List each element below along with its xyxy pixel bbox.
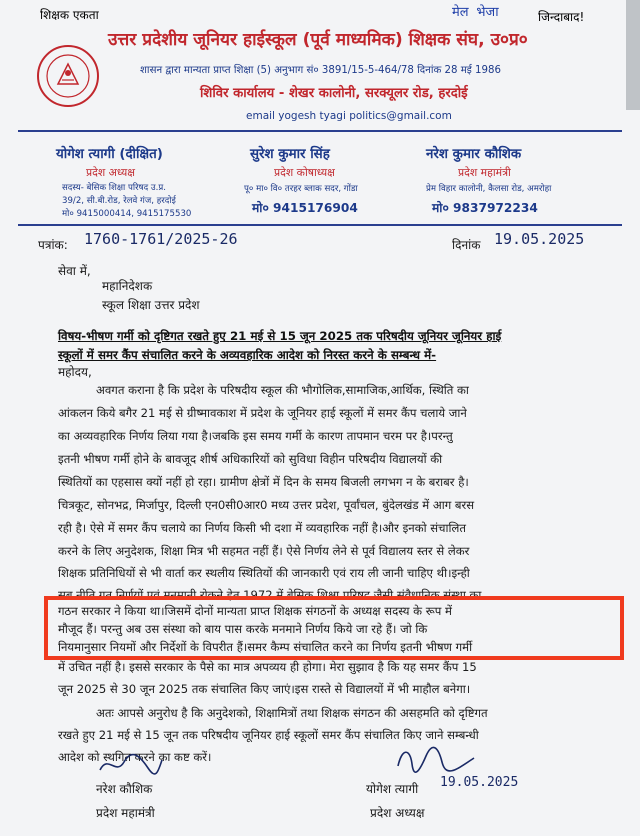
official-3-phone: मो० 9837972234 — [432, 201, 538, 215]
recognition-text: शासन द्वारा मान्यता प्राप्त शिक्षा (5) अनुभाग सं० 3891/15-5-464/78 दिनांक 28 मई 1986 — [140, 65, 501, 76]
salutation: महोदय, — [58, 365, 92, 379]
body-line-2: आंकलन किये बगैर 21 मई से ग्रीष्मावकाश में प्रदेश के जूनियर हाई स्कूलों में समर कैंप चलाये जाने — [58, 406, 467, 420]
body-line-3: का अव्यवहारिक निर्णय लिया गया है।जबकि इस समय गर्मी के कारण तापमान चरम पर है।परन्तु — [58, 429, 453, 443]
body-line-8: करने के लिए अनुदेशक, शिक्षा मित्र भी सहमत नहीं हैं। ऐसे निर्णय लेने से पूर्व विद्यालय स्तर से लेकर — [58, 544, 470, 558]
highlight-box — [44, 596, 624, 660]
official-1-phone: मो० 9415000414, 9415175530 — [62, 209, 192, 219]
official-3-line1: प्रेम विहार कालोनी, कैलसा रोड, अमरोहा — [426, 184, 552, 194]
zindabad-text: जिन्दाबाद! — [538, 10, 585, 24]
date-value: 19.05.2025 — [494, 230, 585, 248]
subject-line2: स्कूलों में समर कैंप संचालित करने के अव्यवहारिक आदेश को निरस्त करने के सम्बन्ध में- — [58, 348, 437, 362]
body-line-9: शिक्षक प्रतिनिधियों से भी वार्ता कर स्थलीय स्थितियों की जानकारी एवं राय ली जानी चाहिए थी।इन्ही — [58, 566, 470, 580]
body-line-18: आदेश को स्थगित करने का कष्ट करें। — [58, 750, 212, 764]
body-line-6: चित्रकूट, सोनभद्र, मिर्जापुर, दिल्ली एन0सी0आर0 मध्य उत्तर प्रदेश, पूर्वांचल, बुंदेलखंड में आग बरस — [58, 498, 475, 512]
official-1-role: प्रदेश अध्यक्ष — [86, 166, 135, 179]
org-name: उत्तर प्रदेशीय जूनियर हाईस्कूल (पूर्व माध्यमिक) शिक्षक संघ, उ०प्र० — [108, 30, 528, 50]
header-divider — [18, 130, 622, 132]
reference-label: पत्रांक: — [38, 238, 68, 252]
official-2-phone: मो० 9415176904 — [252, 201, 358, 215]
official-2-line1: पू० मा० वि० तरहर ब्लाक सदर, गोंडा — [244, 184, 358, 194]
official-2-name: सुरेश कुमार सिंह — [250, 147, 330, 162]
body-line-14: में उचित नहीं है। इससे सरकार के पैसे का मात्र अपव्यय ही होगा। मेरा सुझाव है कि यह समर कैंप 15 — [58, 660, 477, 674]
page-edge-shadow — [626, 0, 640, 110]
right-sign-date: 19.05.2025 — [440, 775, 519, 790]
email-address: email yogesh tyagi politics@gmail.com — [246, 110, 452, 122]
date-label: दिनांक — [452, 238, 481, 252]
left-sign-name: नरेश कौशिक — [96, 782, 153, 796]
officials-divider — [18, 224, 622, 226]
right-sign-name: योगेश त्यागी — [366, 782, 419, 796]
reference-number: 1760-1761/2025-26 — [84, 230, 238, 248]
official-3-name: नरेश कुमार कौशिक — [426, 147, 522, 162]
slogan: शिक्षक एकता — [40, 8, 99, 22]
left-sign-role: प्रदेश महामंत्री — [96, 806, 155, 820]
body-line-10: सब नीति गत निर्णयों एवं मनमानी रोकने हेत 1972 में बेसिक शिक्षा परिषद जैसी संवैधानिक संस्था का — [58, 588, 482, 602]
body-line-16: अतः आपसे अनुरोध है कि अनुदेशको, शिक्षामित्रों तथा शिक्षक संगठन की असहमति को दृष्टिगत — [96, 706, 488, 720]
recipient-line1: महानिदेशक — [102, 279, 153, 293]
body-line-4: इतनी भीषण गर्मी होने के बावजूद शीर्ष अधिकारियों को सुविधा विहीन परिषदीय विद्यालयों की — [58, 452, 443, 466]
official-3-role: प्रदेश महामंत्री — [458, 166, 511, 179]
office-address: शिविर कार्यालय - शेखर कालोनी, सरक्यूलर रोड, हरदोई — [200, 86, 468, 101]
body-line-7: रही है। ऐसे में समर कैंप चलाये का निर्णय किसी भी दशा में व्यवहारिक नहीं है।और इनको संचालित — [58, 521, 466, 535]
official-1-line2: 39/2, सी.बी.रोड, रेलवे गंज, हरदोई — [62, 196, 176, 206]
body-line-1: अवगत कराना है कि प्रदेश के परिषदीय स्कूल की भौगोलिक,सामाजिक,आर्थिक, स्थिति का — [96, 383, 469, 397]
right-sign-role: प्रदेश अध्यक्ष — [370, 806, 425, 820]
body-line-12: मौजूद हैं। परन्तु अब उस संस्था को बाय पास करके मनमाने निर्णय किये जा रहे हैं। जो कि — [58, 622, 428, 636]
body-line-11: गठन सरकार ने किया था।जिसमें दोनों मान्यता प्राप्त शिक्षक संगठनों के अध्यक्ष सदस्य के रूप में — [58, 604, 452, 618]
body-line-17: रखते हुए 21 मई से 15 जून तक परिषदीय जूनियर हाई स्कूलों समर कैंप संचालित किए जाने सम्बन्धी — [58, 728, 479, 742]
body-line-15: जून 2025 से 30 जून 2025 तक संचालित किए जाएं।इस रास्ते से विद्यालयों में भी माहौल बनेगा। — [58, 682, 471, 696]
greeting: सेवा में, — [58, 264, 91, 278]
handwritten-note: मेल भेजा — [452, 5, 499, 20]
subject-line1: विषय-भीषण गर्मी को दृष्टिगत रखते हुए 21 मई से 15 जून 2025 तक परिषदीय जूनियर जूनियर हाई — [58, 329, 502, 343]
left-signature-scribble — [96, 752, 166, 778]
body-line-13: नियमानुसार नियमों और निर्देशों के विपरीत हैं।समर कैम्प संचालित करने का निर्णय इतनी भीषण गर्मी — [58, 640, 473, 654]
org-logo — [36, 44, 100, 108]
official-1-name: योगेश त्यागी (दीक्षित) — [56, 147, 163, 162]
body-line-5: स्थितियों का एहसास क्यों नहीं हो रहा। ग्रामीण क्षेत्रों में दिन के समय बिजली लगभग न के बराबर है। — [58, 475, 469, 489]
official-2-role: प्रदेश कोषाध्यक्ष — [274, 166, 335, 179]
recipient-line2: स्कूल शिक्षा उत्तर प्रदेश — [102, 298, 200, 312]
right-signature-scribble — [394, 744, 478, 774]
official-1-line1: सदस्य- बेसिक शिक्षा परिषद उ.प्र. — [62, 183, 166, 193]
